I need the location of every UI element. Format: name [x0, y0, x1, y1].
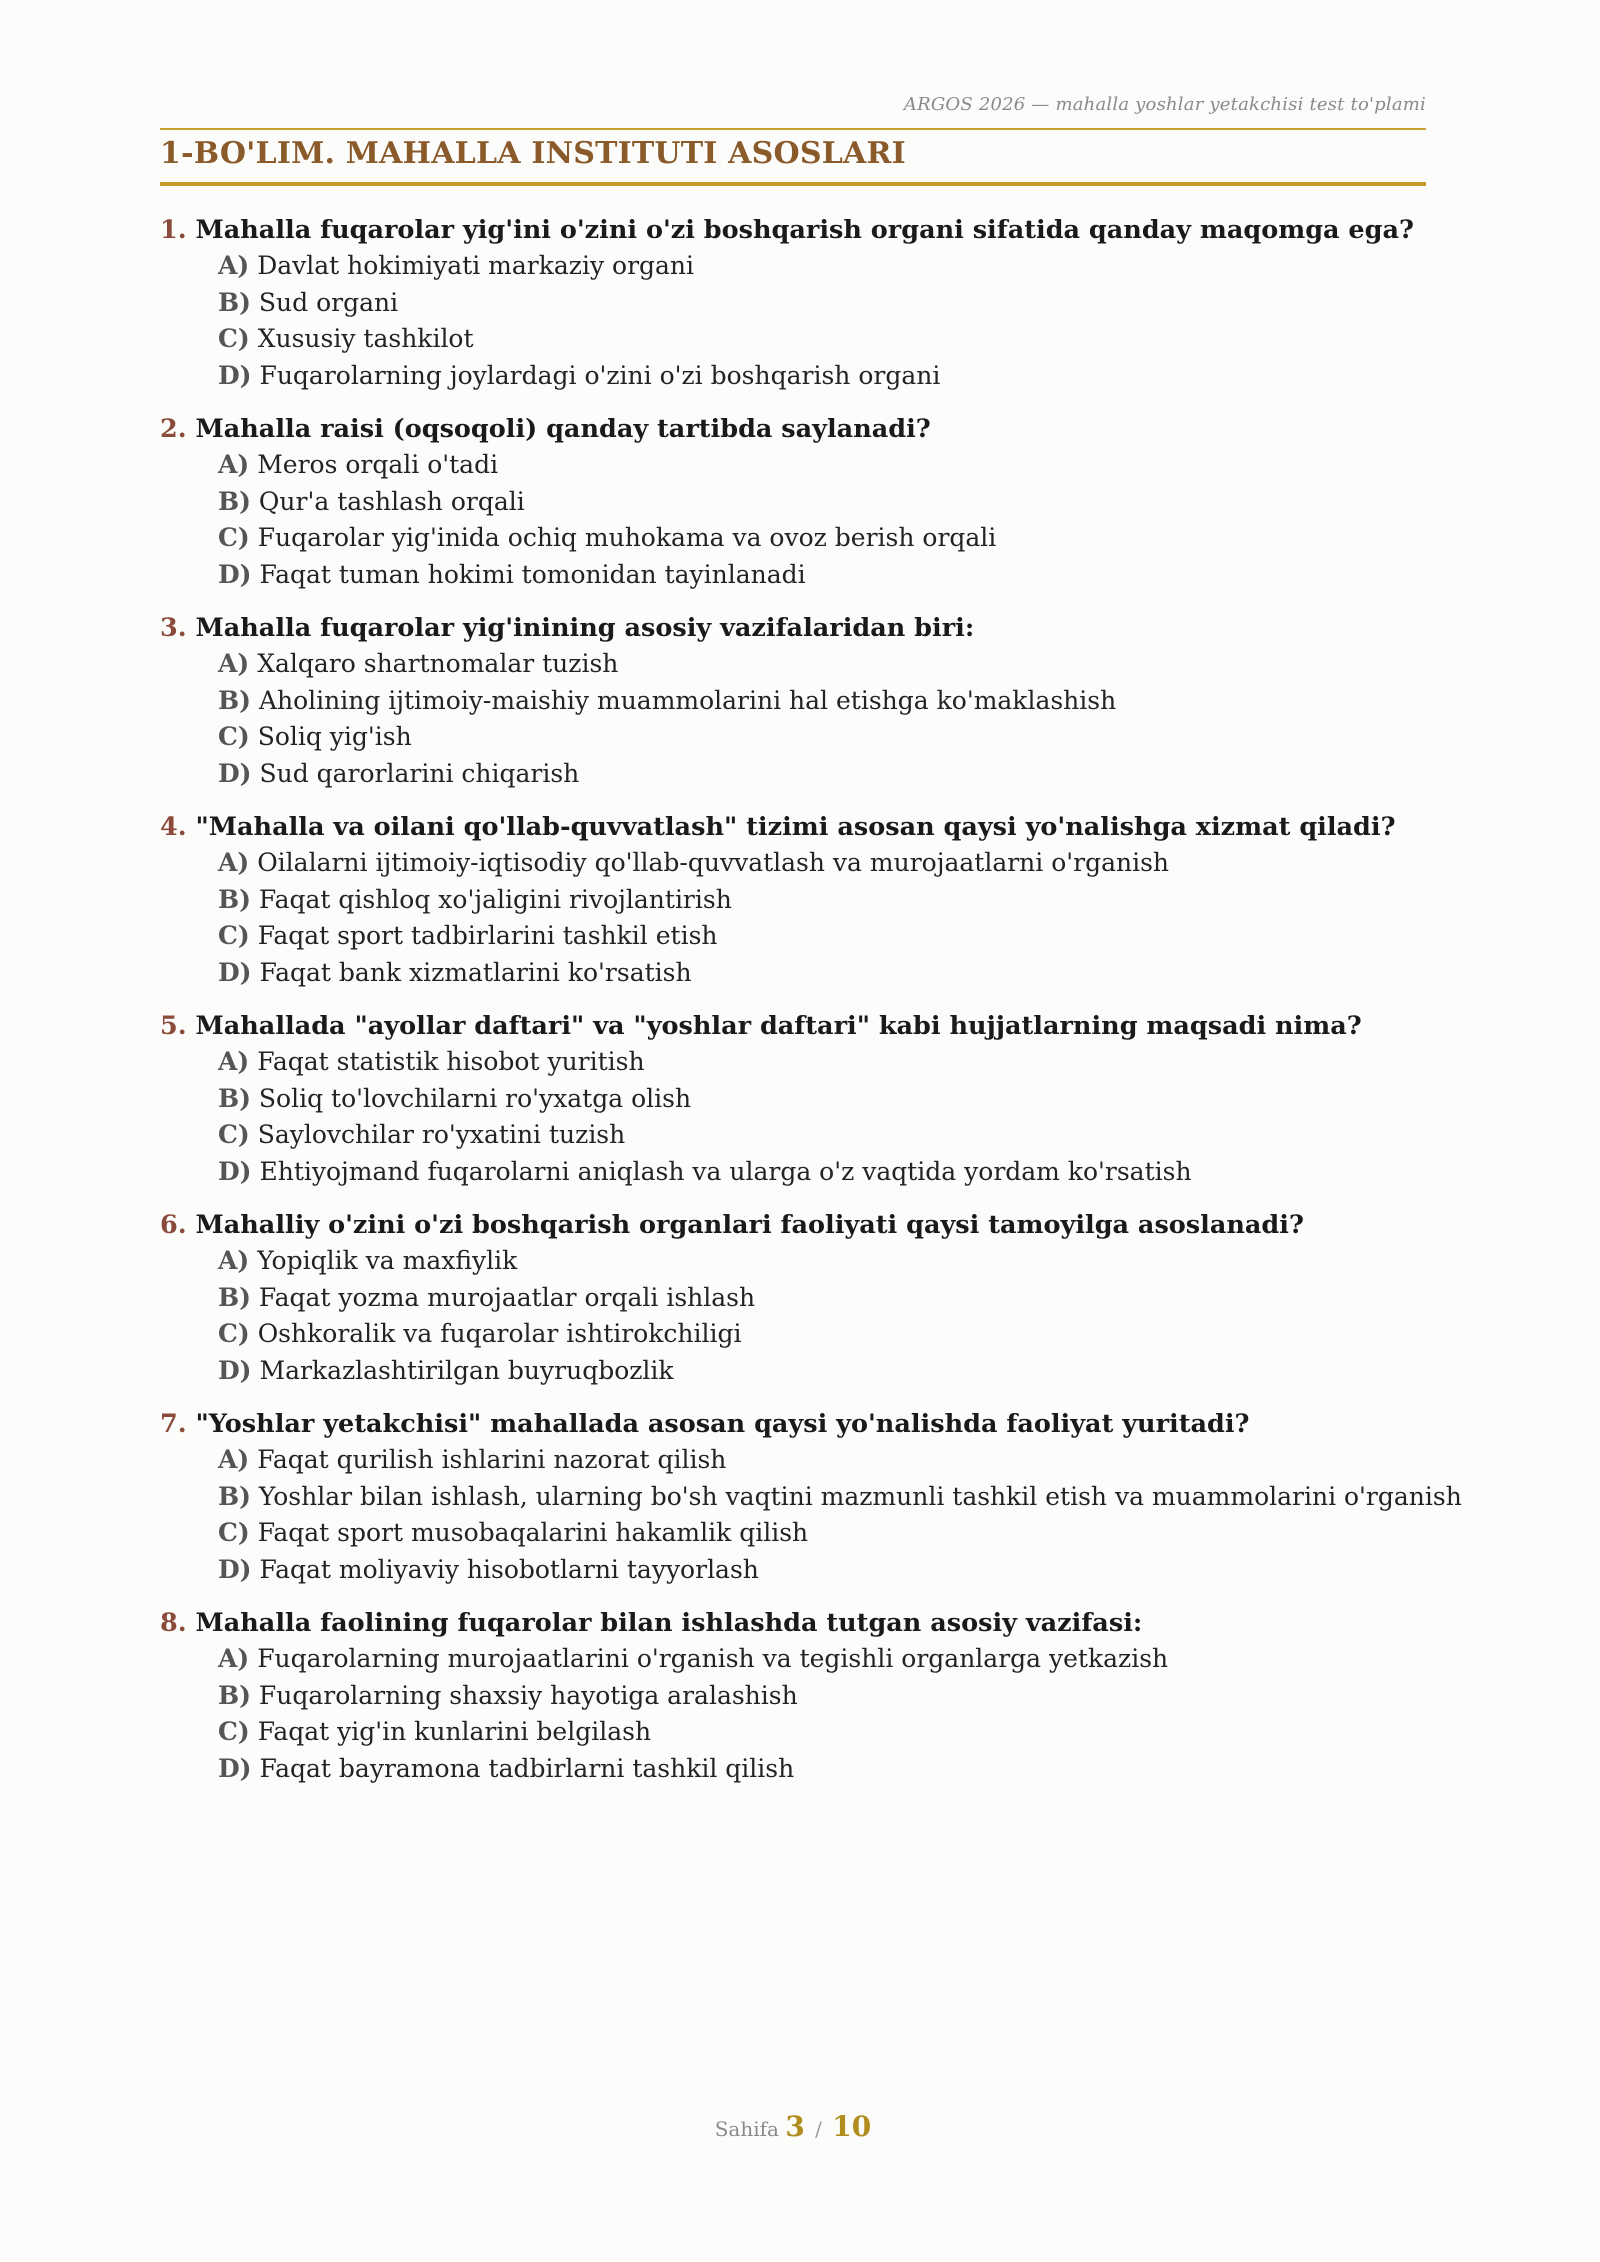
option-text: Meros orqali o'tadi [257, 450, 499, 479]
question-text: "Yoshlar yetakchisi" mahallada asosan qaysi yo'nalishda faoliyat yuritadi? [195, 1409, 1250, 1439]
option-letter: C) [218, 1319, 250, 1348]
option-letter: B) [218, 1481, 251, 1511]
option-letter: C) [218, 1518, 250, 1547]
answer-options [160, 248, 1426, 394]
option-text: Xalqaro shartnomalar tuzish [257, 649, 619, 678]
option-letter: D) [218, 1554, 252, 1584]
option-text: Faqat tuman hokimi tomonidan tayinlanadi [259, 559, 806, 589]
option-text: Fuqarolarning joylardagi o'zini o'zi boshqarish organi [259, 360, 941, 390]
page-footer [160, 2110, 1426, 2143]
option-letter: D) [218, 1753, 252, 1783]
option-letter: A) [218, 848, 250, 877]
answer-option [160, 447, 1426, 484]
option-text: Qur'a tashlash orqali [258, 486, 525, 516]
document-page [160, 0, 1462, 2262]
question-text: "Mahalla va oilani qo'llab-quvvatlash" tizimi asosan qaysi yo'nalishga xizmat qiladi? [195, 812, 1396, 842]
current-page-number: 3 [785, 2110, 805, 2143]
option-letter: A) [218, 251, 250, 280]
answer-option [160, 358, 1426, 395]
question-line [160, 809, 1426, 845]
answer-option [160, 285, 1426, 322]
answer-option [160, 1714, 1426, 1751]
answer-options [160, 447, 1426, 593]
option-text: Markazlashtirilgan buyruqbozlik [259, 1355, 674, 1385]
option-letter: D) [218, 758, 252, 788]
option-text: Sud organi [258, 287, 399, 317]
option-letter: C) [218, 523, 250, 552]
answer-option [160, 1154, 1426, 1191]
question-text: Mahalla faolining fuqarolar bilan ishlashda tutgan asosiy vazifasi: [195, 1608, 1143, 1638]
section-rule [160, 182, 1426, 186]
option-letter: C) [218, 722, 250, 751]
option-text: Faqat bayramona tadbirlarni tashkil qilish [259, 1753, 795, 1783]
answer-option [160, 918, 1426, 955]
answer-option [160, 557, 1426, 594]
answer-options [160, 1243, 1426, 1389]
question-block [160, 212, 1426, 394]
option-text: Xususiy tashkilot [257, 324, 474, 353]
option-text: Faqat qurilish ishlarini nazorat qilish [257, 1445, 727, 1474]
question-block [160, 1008, 1426, 1190]
question-number: 1. [160, 215, 187, 245]
question-line [160, 1207, 1426, 1243]
header-rule [160, 128, 1426, 130]
answer-option [160, 1479, 1462, 1516]
question-line [160, 1406, 1426, 1442]
question-text: Mahalla fuqarolar yig'ini o'zini o'zi boshqarish organi sifatida qanday maqomga ega? [195, 215, 1414, 245]
option-text: Aholining ijtimoiy-maishiy muammolarini hal etishga ko'maklashish [258, 685, 1117, 715]
answer-option [160, 1552, 1426, 1589]
page-label: Sahifa [714, 2117, 779, 2141]
question-block [160, 610, 1426, 792]
question-text: Mahalla fuqarolar yig'inining asosiy vazifalaridan biri: [195, 613, 975, 643]
option-text: Faqat statistik hisobot yuritish [257, 1047, 645, 1076]
question-line [160, 1008, 1426, 1044]
question-number: 2. [160, 414, 187, 444]
option-letter: B) [218, 486, 251, 516]
answer-option [160, 1243, 1426, 1280]
answer-option [160, 1751, 1426, 1788]
answer-option [160, 955, 1426, 992]
question-list [160, 212, 1462, 1804]
answer-option [160, 1678, 1426, 1715]
question-block [160, 411, 1426, 593]
option-text: Faqat sport musobaqalarini hakamlik qilish [257, 1518, 809, 1547]
question-number: 6. [160, 1210, 187, 1240]
option-letter: B) [218, 1083, 251, 1113]
option-letter: D) [218, 957, 252, 987]
answer-option [160, 1641, 1426, 1678]
option-text: Oilalarni ijtimoiy-iqtisodiy qo'llab-quvvatlash va murojaatlarni o'rganish [257, 848, 1170, 877]
option-text: Faqat bank xizmatlarini ko'rsatish [259, 957, 692, 987]
answer-options [160, 1044, 1426, 1190]
answer-options [160, 1641, 1426, 1787]
answer-option [160, 1316, 1426, 1353]
option-text: Faqat yozma murojaatlar orqali ishlash [258, 1282, 756, 1312]
option-letter: B) [218, 884, 251, 914]
option-letter: D) [218, 1355, 252, 1385]
option-text: Oshkoralik va fuqarolar ishtirokchiligi [257, 1319, 742, 1348]
answer-option [160, 1117, 1426, 1154]
option-letter: C) [218, 921, 250, 950]
answer-option [160, 756, 1426, 793]
option-text: Ehtiyojmand fuqarolarni aniqlash va ularga o'z vaqtida yordam ko'rsatish [259, 1156, 1192, 1186]
option-letter: D) [218, 360, 252, 390]
option-text: Soliq to'lovchilarni ro'yxatga olish [258, 1083, 692, 1113]
question-number: 3. [160, 613, 187, 643]
question-text: Mahalliy o'zini o'zi boshqarish organlari faoliyati qaysi tamoyilga asoslanadi? [195, 1210, 1304, 1240]
answer-option [160, 882, 1426, 919]
answer-options [160, 1442, 1462, 1588]
option-letter: A) [218, 450, 250, 479]
option-text: Faqat sport tadbirlarini tashkil etish [257, 921, 718, 950]
option-letter: C) [218, 1120, 250, 1149]
answer-option [160, 1081, 1426, 1118]
option-text: Sud qarorlarini chiqarish [259, 758, 580, 788]
option-text: Fuqarolarning shaxsiy hayotiga aralashish [258, 1680, 798, 1710]
question-text: Mahalla raisi (oqsoqoli) qanday tartibda saylanadi? [195, 414, 931, 444]
option-text: Faqat yig'in kunlarini belgilash [257, 1717, 652, 1746]
option-letter: D) [218, 1156, 252, 1186]
option-text: Saylovchilar ro'yxatini tuzish [257, 1120, 626, 1149]
option-letter: A) [218, 1047, 250, 1076]
option-letter: A) [218, 1644, 250, 1673]
question-block [160, 1207, 1426, 1389]
question-text: Mahallada "ayollar daftari" va "yoshlar daftari" kabi hujjatlarning maqsadi nima? [195, 1011, 1362, 1041]
option-letter: B) [218, 1282, 251, 1312]
question-line [160, 411, 1426, 447]
answer-option [160, 248, 1426, 285]
answer-option [160, 1044, 1426, 1081]
total-pages-number: 10 [832, 2110, 872, 2143]
question-line [160, 212, 1426, 248]
answer-option [160, 683, 1426, 720]
option-text: Yoshlar bilan ishlash, ularning bo'sh vaqtini mazmunli tashkil etish va muammolarini o'rganish [258, 1481, 1462, 1511]
question-block [160, 809, 1426, 991]
answer-option [160, 321, 1426, 358]
answer-option [160, 845, 1426, 882]
option-text: Soliq yig'ish [257, 722, 412, 751]
answer-options [160, 646, 1426, 792]
page-separator: / [815, 2117, 822, 2141]
question-number: 5. [160, 1011, 187, 1041]
option-text: Davlat hokimiyati markaziy organi [257, 251, 695, 280]
answer-option [160, 1442, 1426, 1479]
question-number: 4. [160, 812, 187, 842]
answer-option [160, 646, 1426, 683]
option-letter: C) [218, 324, 250, 353]
answer-options [160, 845, 1426, 991]
option-letter: A) [218, 1246, 250, 1275]
question-line [160, 610, 1426, 646]
option-letter: A) [218, 649, 250, 678]
question-block [160, 1406, 1462, 1588]
option-text: Fuqarolar yig'inida ochiq muhokama va ovoz berish orqali [257, 523, 997, 552]
section-title: 1-BO'LIM. MAHALLA INSTITUTI ASOSLARI [160, 136, 906, 171]
answer-option [160, 484, 1426, 521]
question-block [160, 1605, 1426, 1787]
option-text: Faqat qishloq xo'jaligini rivojlantirish [258, 884, 732, 914]
option-letter: B) [218, 1680, 251, 1710]
answer-option [160, 1280, 1426, 1317]
option-text: Faqat moliyaviy hisobotlarni tayyorlash [259, 1554, 759, 1584]
option-letter: B) [218, 287, 251, 317]
question-number: 8. [160, 1608, 187, 1638]
answer-option [160, 520, 1426, 557]
option-letter: A) [218, 1445, 250, 1474]
question-number: 7. [160, 1409, 187, 1439]
question-line [160, 1605, 1426, 1641]
option-text: Fuqarolarning murojaatlarini o'rganish va tegishli organlarga yetkazish [257, 1644, 1169, 1673]
answer-option [160, 1353, 1426, 1390]
option-letter: C) [218, 1717, 250, 1746]
option-letter: B) [218, 685, 251, 715]
option-letter: D) [218, 559, 252, 589]
answer-option [160, 1515, 1426, 1552]
running-header: ARGOS 2026 — mahalla yoshlar yetakchisi test to'plami [903, 94, 1426, 115]
answer-option [160, 719, 1426, 756]
option-text: Yopiqlik va maxfiylik [257, 1246, 518, 1275]
